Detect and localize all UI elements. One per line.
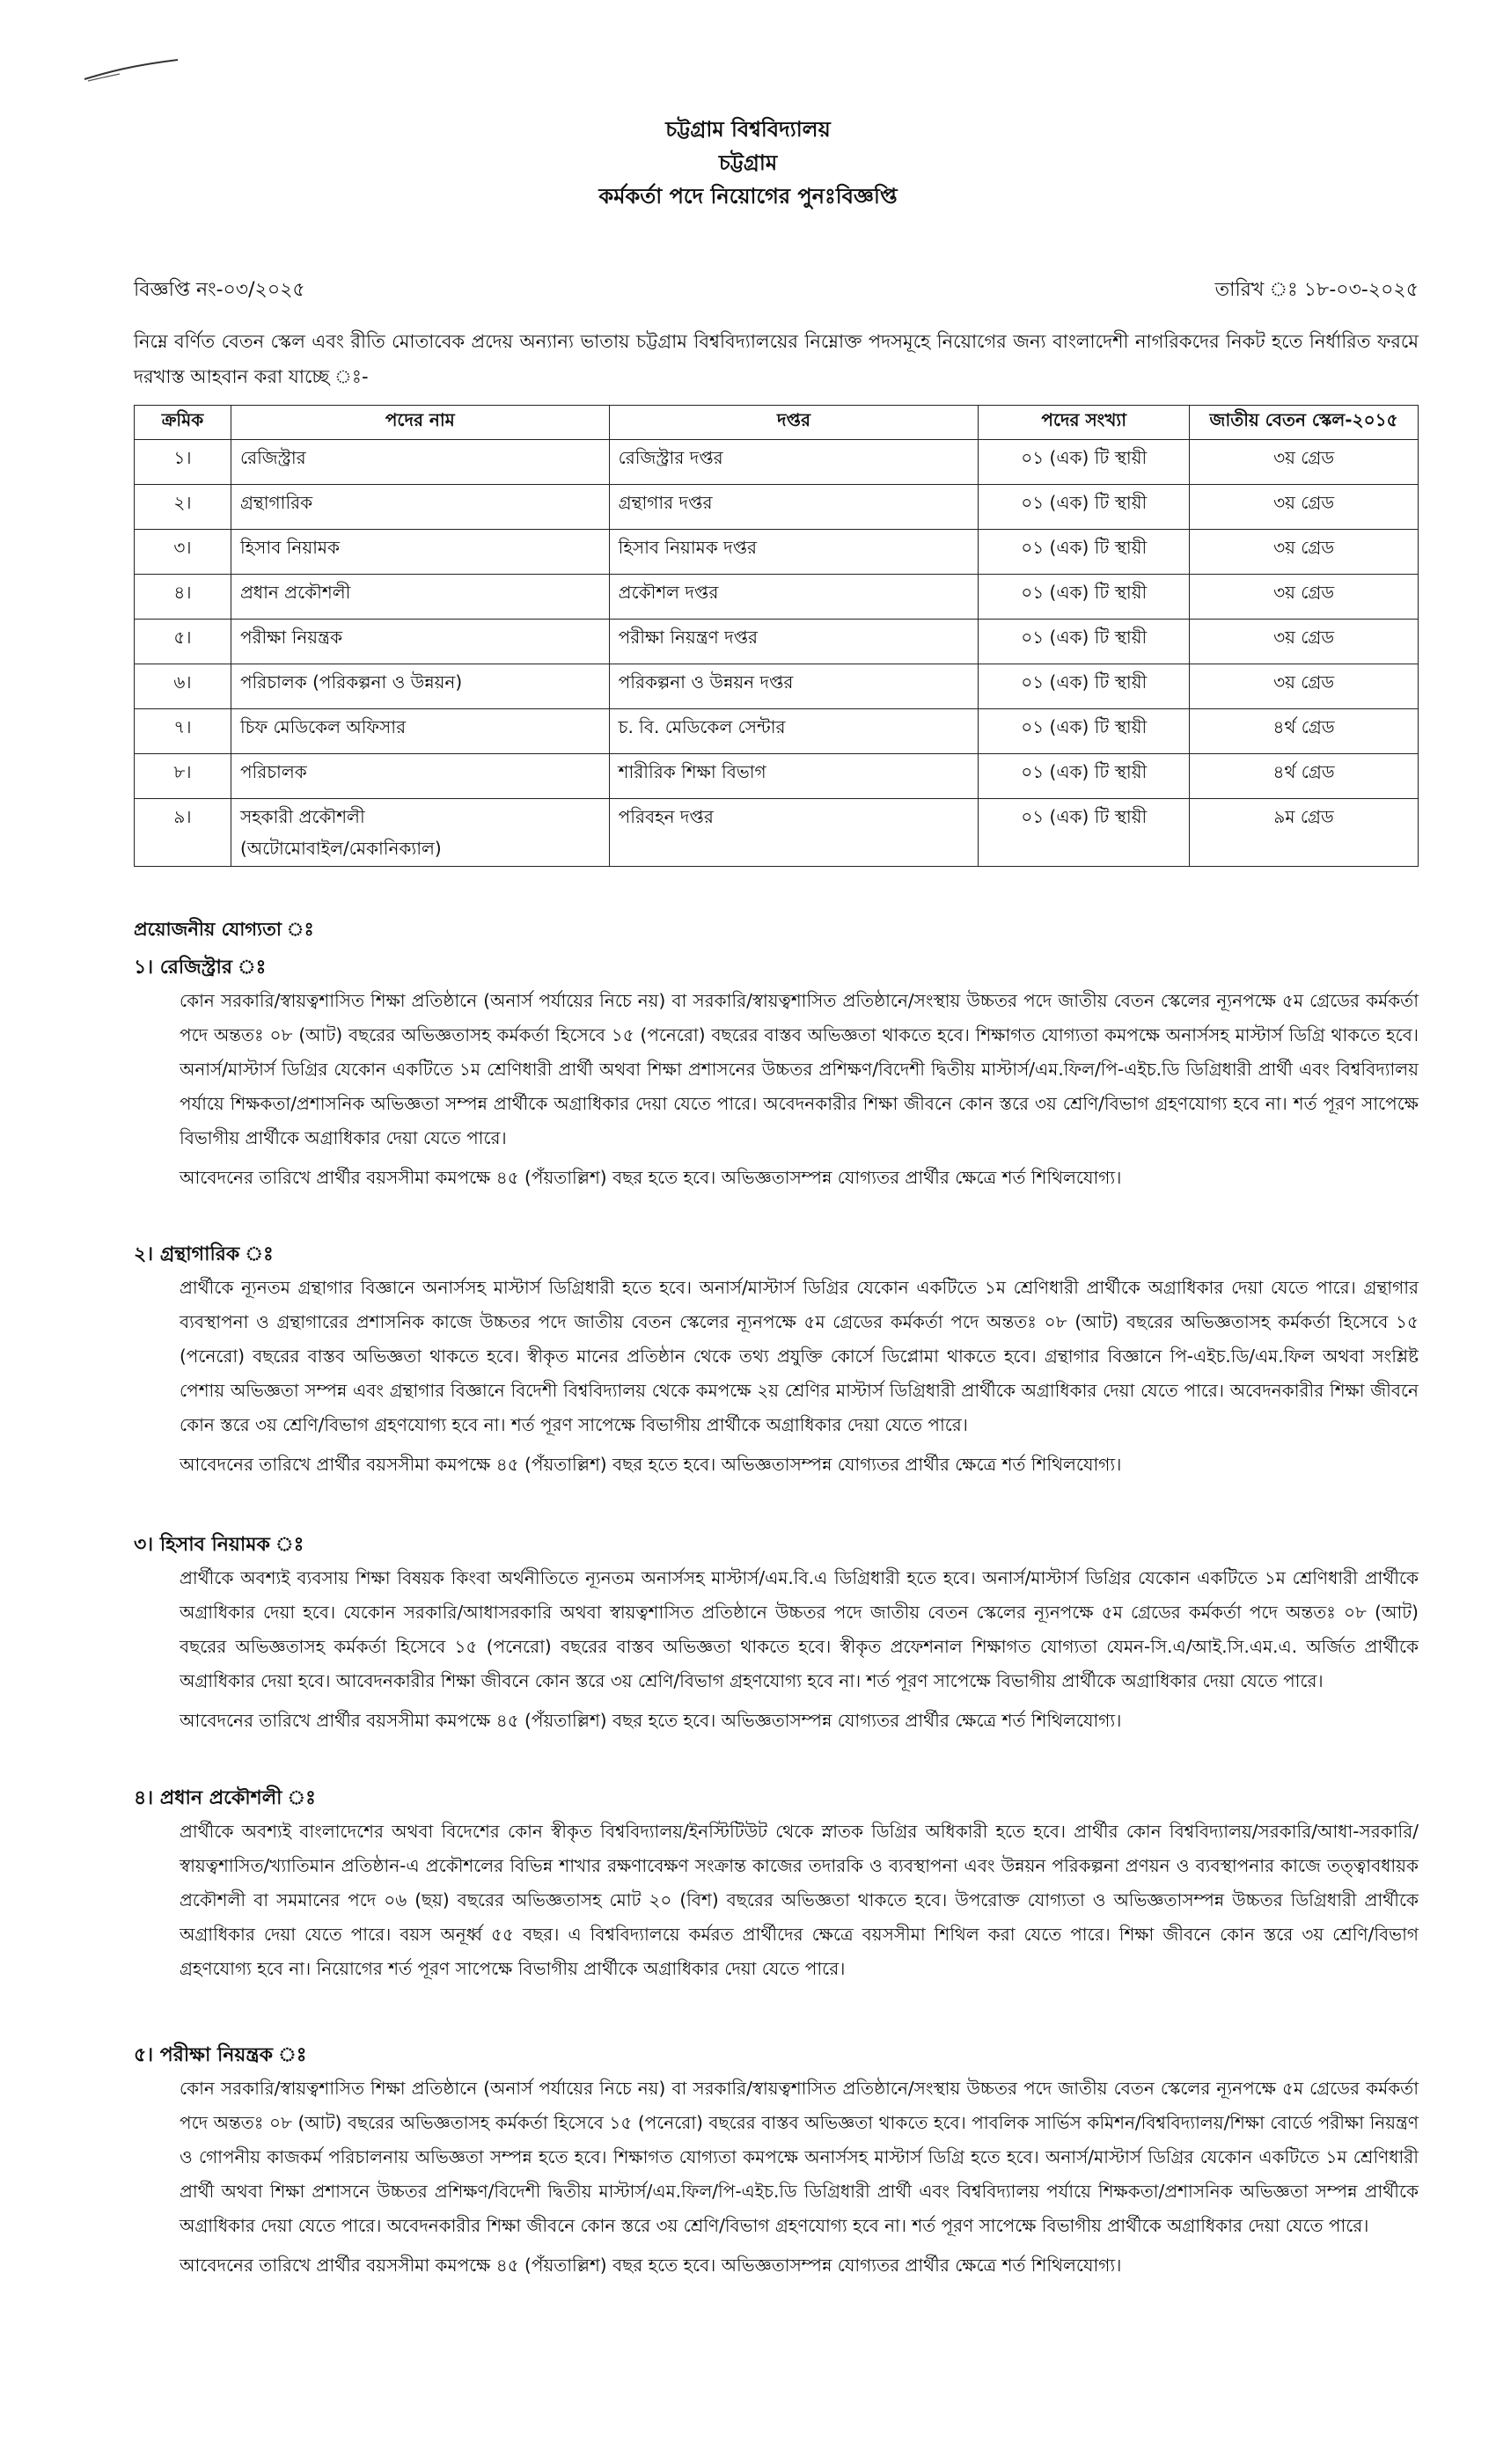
cell-pay-grade: ৩য় গ্রেড xyxy=(1190,440,1419,485)
qualifications-heading: প্রয়োজনীয় যোগ্যতা ঃ xyxy=(134,919,314,940)
cell-pay-grade: ৩য় গ্রেড xyxy=(1190,620,1419,664)
section-title: ১। রেজিস্ট্রার ঃ xyxy=(134,957,267,979)
cell-office: প্রকৌশল দপ্তর xyxy=(609,575,979,620)
section-body: কোন সরকারি/স্বায়ত্বশাসিত শিক্ষা প্রতিষ্ঠানে (অনার্স পর্যায়ের নিচে নয়) বা সরকারি/স্বায়ত্বশাসিত প্রতিষ্ঠানে/সংস্থায় উচ্চতর পদে জাতীয় বেতন স্কেলের ন্যূনপক্ষে ৫ম গ্রেডের কর্মকর্তা পদে অন্ততঃ ০৮ (আট) বছরের অভিজ্ঞতাসহ কর্মকর্তা হিসেবে ১৫ (পনেরো) বছরের বাস্তব অভিজ্ঞতা থাকতে হবে। পাবলিক সার্ভিস কমিশন/বিশ্ববিদ্যালয়/শিক্ষা বোর্ডে পরীক্ষা নিয়ন্ত্রণ ও গোপনীয় কাজকর্ম পরিচালনায় অভিজ্ঞতা সম্পন্ন হতে হবে। শিক্ষাগত যোগ্যতা কমপক্ষে অনার্সসহ মাস্টার্স ডিগ্রি হতে হবে। অনার্স/মাস্টার্স ডিগ্রির যেকোন একটিতে ১ম শ্রেণিধারী প্রার্থী অথবা শিক্ষা প্রশাসনে উচ্চতর প্রশিক্ষণ/বিদেশী দ্বিতীয় মাস্টার্স/এম.ফিল/পি-এইচ.ডি ডিগ্রিধারী প্রার্থী এবং বিশ্ববিদ্যালয় পর্যায়ে শিক্ষকতা/প্রশাসনিক অভিজ্ঞতা সম্পন্ন প্রার্থীকে অগ্রাধিকার দেয়া যেতে পারে। অবেদনকারীর শিক্ষা জীবনে কোন স্তরে ৩য় শ্রেণি/বিভাগ গ্রহণযোগ্য হবে না। শর্ত পূরণ সাপেক্ষে বিভাগীয় প্রার্থীকে অগ্রাধিকার দেয়া যেতে পারে। xyxy=(180,2078,1419,2236)
cell-serial: ৪। xyxy=(135,575,231,620)
cell-serial: ৫। xyxy=(135,620,231,664)
cell-post-name: রেজিস্ট্রার xyxy=(231,440,609,485)
cell-pay-grade: ৩য় গ্রেড xyxy=(1190,575,1419,620)
cell-serial: ৩। xyxy=(135,530,231,575)
posts-table xyxy=(134,405,1419,867)
cell-serial: ৮। xyxy=(135,754,231,799)
cell-post-count: ০১ (এক) টি স্থায়ী xyxy=(979,575,1190,620)
table-row xyxy=(135,575,1419,620)
cell-office: শারীরিক শিক্ষা বিভাগ xyxy=(609,754,979,799)
section-body: কোন সরকারি/স্বায়ত্বশাসিত শিক্ষা প্রতিষ্ঠানে (অনার্স পর্যায়ের নিচে নয়) বা সরকারি/স্বায়ত্বশাসিত প্রতিষ্ঠানে/সংস্থায় উচ্চতর পদে জাতীয় বেতন স্কেলের ন্যূনপক্ষে ৫ম গ্রেডের কর্মকর্তা পদে অন্ততঃ ০৮ (আট) বছরের অভিজ্ঞতাসহ কর্মকর্তা হিসেবে ১৫ (পনেরো) বছরের বাস্তব অভিজ্ঞতা থাকতে হবে। শিক্ষাগত যোগ্যতা কমপক্ষে অনার্সসহ মাস্টার্স ডিগ্রি থাকতে হবে। অনার্স/মাস্টার্স ডিগ্রির যেকোন একটিতে ১ম শ্রেণিধারী প্রার্থী অথবা শিক্ষা প্রশাসনের উচ্চতর প্রশিক্ষণ/বিদেশী দ্বিতীয় মাস্টার্স/এম.ফিল/পি-এইচ.ডি ডিগ্রিধারী প্রার্থী এবং বিশ্ববিদ্যালয় পর্যায়ে শিক্ষকতা/প্রশাসনিক অভিজ্ঞতা সম্পন্ন প্রার্থীকে অগ্রাধিকার দেয়া যেতে পারে। অবেদনকারীর শিক্ষা জীবনে কোন স্তরে ৩য় শ্রেণি/বিভাগ গ্রহণযোগ্য হবে না। শর্ত পূরণ সাপেক্ষে বিভাগীয় প্রার্থীকে অগ্রাধিকার দেয়া যেতে পারে। xyxy=(180,990,1419,1148)
cell-post-count: ০১ (এক) টি স্থায়ী xyxy=(979,799,1190,867)
table-row xyxy=(135,664,1419,709)
section-age-limit: আবেদনের তারিখে প্রার্থীর বয়সসীমা কমপক্ষে ৪৫ (পঁয়তাল্লিশ) বছর হতে হবে। অভিজ্ঞতাসম্পন্ন যোগ্যতর প্রার্থীর ক্ষেত্রে শর্ত শিথিলযোগ্য। xyxy=(180,1454,1122,1475)
section-age-limit: আবেদনের তারিখে প্রার্থীর বয়সসীমা কমপক্ষে ৪৫ (পঁয়তাল্লিশ) বছর হতে হবে। অভিজ্ঞতাসম্পন্ন যোগ্যতর প্রার্থীর ক্ষেত্রে শর্ত শিথিলযোগ্য। xyxy=(180,1710,1122,1731)
university-name: চট্টগ্রাম বিশ্ববিদ্যালয় xyxy=(665,117,831,142)
cell-pay-grade: ৩য় গ্রেড xyxy=(1190,530,1419,575)
table-row xyxy=(135,485,1419,530)
cell-serial: ১। xyxy=(135,440,231,485)
section-title: ২। গ্রন্থাগারিক ঃ xyxy=(134,1243,274,1265)
column-header-post: পদের নাম xyxy=(231,406,609,440)
pen-mark-icon xyxy=(81,53,187,88)
cell-post-name: পরিচালক (পরিকল্পনা ও উন্নয়ন) xyxy=(231,664,609,709)
cell-pay-grade: ৩য় গ্রেড xyxy=(1190,485,1419,530)
section-age-limit: আবেদনের তারিখে প্রার্থীর বয়সসীমা কমপক্ষে ৪৫ (পঁয়তাল্লিশ) বছর হতে হবে। অভিজ্ঞতাসম্পন্ন যোগ্যতর প্রার্থীর ক্ষেত্রে শর্ত শিথিলযোগ্য। xyxy=(180,1167,1122,1188)
column-header-office: দপ্তর xyxy=(609,406,979,440)
cell-pay-grade: ৪র্থ গ্রেড xyxy=(1190,754,1419,799)
cell-post-name: হিসাব নিয়ামক xyxy=(231,530,609,575)
qualification-chief-engineer xyxy=(134,1783,1419,1986)
column-header-count: পদের সংখ্যা xyxy=(979,406,1190,440)
cell-office: হিসাব নিয়ামক দপ্তর xyxy=(609,530,979,575)
cell-serial: ২। xyxy=(135,485,231,530)
table-row xyxy=(135,709,1419,754)
cell-office: পরিবহন দপ্তর xyxy=(609,799,979,867)
university-city: চট্টগ্রাম xyxy=(718,150,778,175)
cell-post-count: ০১ (এক) টি স্থায়ী xyxy=(979,754,1190,799)
cell-serial: ৬। xyxy=(135,664,231,709)
cell-serial: ৯। xyxy=(135,799,231,867)
cell-post-count: ০১ (এক) টি স্থায়ী xyxy=(979,440,1190,485)
cell-post-name: সহকারী প্রকৌশলী (অটোমোবাইল/মেকানিক্যাল) xyxy=(231,799,609,867)
cell-office: পরীক্ষা নিয়ন্ত্রণ দপ্তর xyxy=(609,620,979,664)
cell-pay-grade: ৩য় গ্রেড xyxy=(1190,664,1419,709)
column-header-pay-scale: জাতীয় বেতন স্কেল-২০১৫ xyxy=(1190,406,1419,440)
cell-post-name: প্রধান প্রকৌশলী xyxy=(231,575,609,620)
intro-paragraph: নিম্নে বর্ণিত বেতন স্কেল এবং রীতি মোতাবেক প্রদেয় অন্যান্য ভাতায় চট্টগ্রাম বিশ্ববিদ্যালয়ের নিম্নোক্ত পদসমূহে নিয়োগের জন্য বাংলাদেশী নাগরিকদের নিকট হতে নির্ধারিত ফরমে দরখাস্ত আহবান করা যাচ্ছে ঃ- xyxy=(134,331,1419,387)
table-header-row xyxy=(135,406,1419,440)
table-row xyxy=(135,530,1419,575)
table-row xyxy=(135,754,1419,799)
cell-post-count: ০১ (এক) টি স্থায়ী xyxy=(979,709,1190,754)
section-title: ৩। হিসাব নিয়ামক ঃ xyxy=(134,1534,304,1556)
qualification-controller-of-exams xyxy=(134,2040,1419,2283)
table-row xyxy=(135,620,1419,664)
cell-post-count: ০১ (এক) টি স্থায়ী xyxy=(979,664,1190,709)
cell-office: চ. বি. মেডিকেল সেন্টার xyxy=(609,709,979,754)
notice-title: কর্মকর্তা পদে নিয়োগের পুনঃবিজ্ঞপ্তি xyxy=(598,184,898,209)
cell-office: গ্রন্থাগার দপ্তর xyxy=(609,485,979,530)
cell-office: পরিকল্পনা ও উন্নয়ন দপ্তর xyxy=(609,664,979,709)
column-header-serial: ক্রমিক xyxy=(135,406,231,440)
cell-post-count: ০১ (এক) টি স্থায়ী xyxy=(979,485,1190,530)
qualification-registrar xyxy=(134,952,1419,1195)
section-age-limit: আবেদনের তারিখে প্রার্থীর বয়সসীমা কমপক্ষে ৪৫ (পঁয়তাল্লিশ) বছর হতে হবে। অভিজ্ঞতাসম্পন্ন যোগ্যতর প্রার্থীর ক্ষেত্রে শর্ত শিথিলযোগ্য। xyxy=(180,2255,1122,2276)
cell-post-name: পরীক্ষা নিয়ন্ত্রক xyxy=(231,620,609,664)
notice-date: তারিখ ঃ ১৮-০৩-২০২৫ xyxy=(1214,279,1419,301)
reference-number: বিজ্ঞপ্তি নং-০৩/২০২৫ xyxy=(134,279,305,301)
cell-post-count: ০১ (এক) টি স্থায়ী xyxy=(979,530,1190,575)
table-row xyxy=(135,440,1419,485)
cell-post-name: চিফ মেডিকেল অফিসার xyxy=(231,709,609,754)
table-row xyxy=(135,799,1419,867)
section-body: প্রার্থীকে অবশ্যই বাংলাদেশের অথবা বিদেশের কোন স্বীকৃত বিশ্ববিদ্যালয়/ইনস্টিটিউট থেকে স্নাতক ডিগ্রির অধিকারী হতে হবে। প্রার্থীর কোন বিশ্ববিদ্যালয়/সরকারি/আধা-সরকারি/স্বায়ত্বশাসিত/খ্যাতিমান প্রতিষ্ঠান-এ প্রকৌশলের বিভিন্ন শাখার রক্ষণাবেক্ষণ সংক্রান্ত কাজের তদারকি ও ব্যবস্থাপনা এবং উন্নয়ন পরিকল্পনা প্রণয়ন ও ব্যবস্থাপনার কাজে তত্ত্বাবধায়ক প্রকৌশলী বা সমমানের পদে ০৬ (ছয়) বছরের অভিজ্ঞতাসহ মোট ২০ (বিশ) বছরের অভিজ্ঞতা থাকতে হবে। উপরোক্ত যোগ্যতা ও অভিজ্ঞতাসম্পন্ন উচ্চতর ডিগ্রিধারী প্রার্থীকে অগ্রাধিকার দেয়া যেতে পারে। বয়স অনূর্ধ্ব ৫৫ বছর। এ বিশ্ববিদ্যালয়ে কর্মরত প্রার্থীদের ক্ষেত্রে বয়সসীমা শিথিল করা যেতে পারে। শিক্ষা জীবনে কোন স্তরে ৩য় শ্রেণি/বিভাগ গ্রহণযোগ্য হবে না। নিয়োগের শর্ত পূরণ সাপেক্ষে বিভাগীয় প্রার্থীকে অগ্রাধিকার দেয়া যেতে পারে। xyxy=(180,1821,1419,1979)
qualification-librarian xyxy=(134,1239,1419,1482)
cell-pay-grade: ৯ম গ্রেড xyxy=(1190,799,1419,867)
cell-pay-grade: ৪র্থ গ্রেড xyxy=(1190,709,1419,754)
qualification-comptroller xyxy=(134,1529,1419,1738)
cell-serial: ৭। xyxy=(135,709,231,754)
notice-header xyxy=(0,113,1496,213)
section-body: প্রার্থীকে অবশ্যই ব্যবসায় শিক্ষা বিষয়ক কিংবা অর্থনীতিতে ন্যূনতম অনার্সসহ মাস্টার্স/এম.বি.এ ডিগ্রিধারী হতে হবে। অনার্স/মাস্টার্স ডিগ্রির যেকোন একটিতে ১ম শ্রেণিধারী প্রার্থীকে অগ্রাধিকার দেয়া হবে। যেকোন সরকারি/আধাসরকারি অথবা স্বায়ত্বশাসিত প্রতিষ্ঠানে উচ্চতর পদে জাতীয় বেতন স্কেলের ন্যূনপক্ষে ৫ম গ্রেডের কর্মকর্তা পদে অন্ততঃ ০৮ (আট) বছরের অভিজ্ঞতাসহ কর্মকর্তা হিসেবে ১৫ (পনেরো) বছরের বাস্তব অভিজ্ঞতা থাকতে হবে। স্বীকৃত প্রফেশনাল শিক্ষাগত যোগ্যতা যেমন-সি.এ/আই.সি.এম.এ. অর্জিত প্রার্থীকে অগ্রাধিকার দেয়া হবে। আবেদনকারীর শিক্ষা জীবনে কোন স্তরে ৩য় শ্রেণি/বিভাগ গ্রহণযোগ্য হবে না। শর্ত পূরণ সাপেক্ষে বিভাগীয় প্রার্থীকে অগ্রাধিকার দেয়া যেতে পারে। xyxy=(180,1567,1419,1691)
cell-post-name: গ্রন্থাগারিক xyxy=(231,485,609,530)
section-body: প্রার্থীকে ন্যূনতম গ্রন্থাগার বিজ্ঞানে অনার্সসহ মাস্টার্স ডিগ্রিধারী হতে হবে। অনার্স/মাস্টার্স ডিগ্রির যেকোন একটিতে ১ম শ্রেণিধারী প্রার্থীকে অগ্রাধিকার দেয়া যেতে পারে। গ্রন্থাগার ব্যবস্থাপনা ও গ্রন্থাগারের প্রশাসনিক কাজে উচ্চতর পদে জাতীয় বেতন স্কেলের ন্যূনপক্ষে ৫ম গ্রেডের কর্মকর্তা পদে অন্ততঃ ০৮ (আট) বছরের অভিজ্ঞতাসহ কর্মকর্তা হিসেবে ১৫ (পনেরো) বছরের বাস্তব অভিজ্ঞতা থাকতে হবে। স্বীকৃত মানের প্রতিষ্ঠান থেকে তথ্য প্রযুক্তি কোর্সে ডিপ্লোমা থাকতে হবে। গ্রন্থাগার বিজ্ঞানে পি-এইচ.ডি/এম.ফিল অথবা সংশ্লিষ্ট পেশায় অভিজ্ঞতা সম্পন্ন এবং গ্রন্থাগার বিজ্ঞানে বিদেশী বিশ্ববিদ্যালয় থেকে কমপক্ষে ২য় শ্রেণির মাস্টার্স ডিগ্রিধারী প্রার্থীকে অগ্রাধিকার দেয়া যেতে পারে। অবেদনকারীর শিক্ষা জীবনে কোন স্তরে ৩য় শ্রেণি/বিভাগ গ্রহণযোগ্য হবে না। শর্ত পূরণ সাপেক্ষে বিভাগীয় প্রার্থীকে অগ্রাধিকার দেয়া যেতে পারে। xyxy=(180,1277,1419,1435)
cell-office: রেজিস্ট্রার দপ্তর xyxy=(609,440,979,485)
section-title: ৪। প্রধান প্রকৌশলী ঃ xyxy=(134,1787,316,1809)
cell-post-name: পরিচালক xyxy=(231,754,609,799)
section-title: ৫। পরীক্ষা নিয়ন্ত্রক ঃ xyxy=(134,2044,307,2066)
cell-post-count: ০১ (এক) টি স্থায়ী xyxy=(979,620,1190,664)
